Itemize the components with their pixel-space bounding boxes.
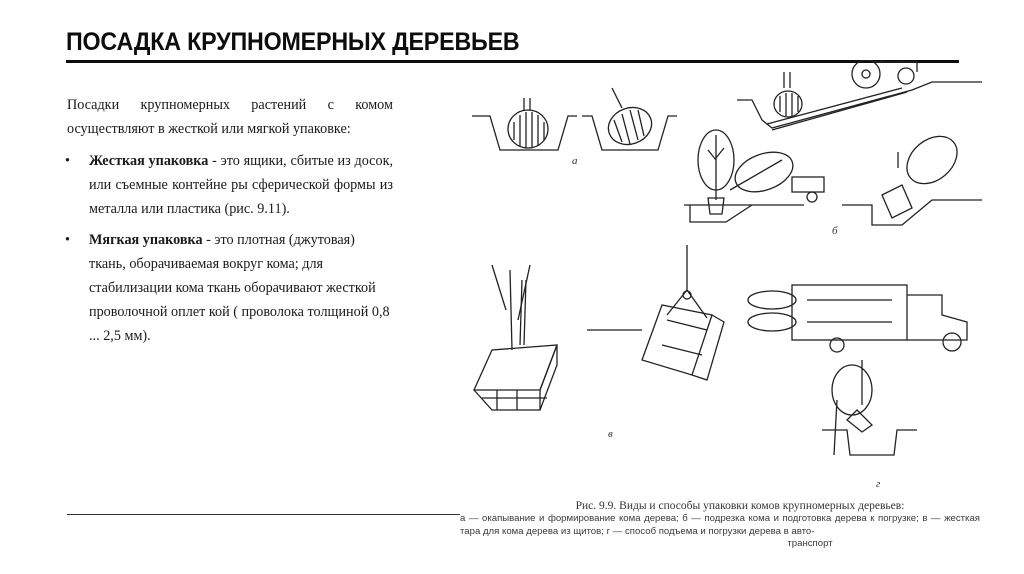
term-soft-packaging: Мягкая упаковка xyxy=(89,232,203,248)
definition-hard-packaging: - это ящики, сбитые из досок, или съемные контейне ры сферической формы из металла или пластика (рис. 9.11). xyxy=(89,153,394,217)
panel-a-pits xyxy=(472,88,677,150)
bullet-hard-packaging xyxy=(67,149,393,221)
bullet-list xyxy=(67,149,393,348)
panel-a-tractor xyxy=(737,60,982,130)
intro-paragraph: Посадки крупномерных растений с комом осуществляют в жесткой или мягкой упаковке: xyxy=(67,97,393,137)
caption-last-line: транспорт xyxy=(787,538,833,549)
figure-label-a: а xyxy=(572,155,578,167)
bottom-divider xyxy=(67,514,460,515)
term-hard-packaging: Жесткая упаковка xyxy=(89,153,209,169)
figure-caption xyxy=(460,500,980,549)
panel-v-crates xyxy=(474,245,724,410)
slide-title: ПОСАДКА КРУПНОМЕРНЫХ ДЕРЕВЬЕВ xyxy=(66,28,520,56)
bullet-soft-packaging xyxy=(67,228,393,348)
bullet-icon: • xyxy=(65,232,70,248)
figure-label-b: б xyxy=(832,225,838,237)
bullet-icon: • xyxy=(65,153,70,169)
figure-label-g: г xyxy=(876,478,881,490)
caption-title: Рис. 9.9. Виды и способы упаковки комов крупномерных деревьев: xyxy=(575,500,905,512)
definition-soft-packaging: - это плотная (джутовая) ткань, оборачиваемая вокруг кома; для стабилизации кома ткань оборачивают жесткой проволочной оплет кой ( проволока толщиной 0,8 ... 2,5 мм). xyxy=(89,232,390,344)
panel-g-truck xyxy=(748,285,967,455)
figure-illustration xyxy=(462,60,982,490)
body-text xyxy=(67,93,393,355)
tree-packaging-drawing xyxy=(462,60,982,490)
caption-body: а — окапывание и формирование кома дерева; б — подрезка кома и подготовка дерева к погрузке; в — жесткая тара для кома дерева из щитов; г — способ подъема и погрузки дерева в авто- xyxy=(460,513,980,537)
panel-b-trees xyxy=(684,127,982,225)
figure-label-v: в xyxy=(608,428,613,440)
